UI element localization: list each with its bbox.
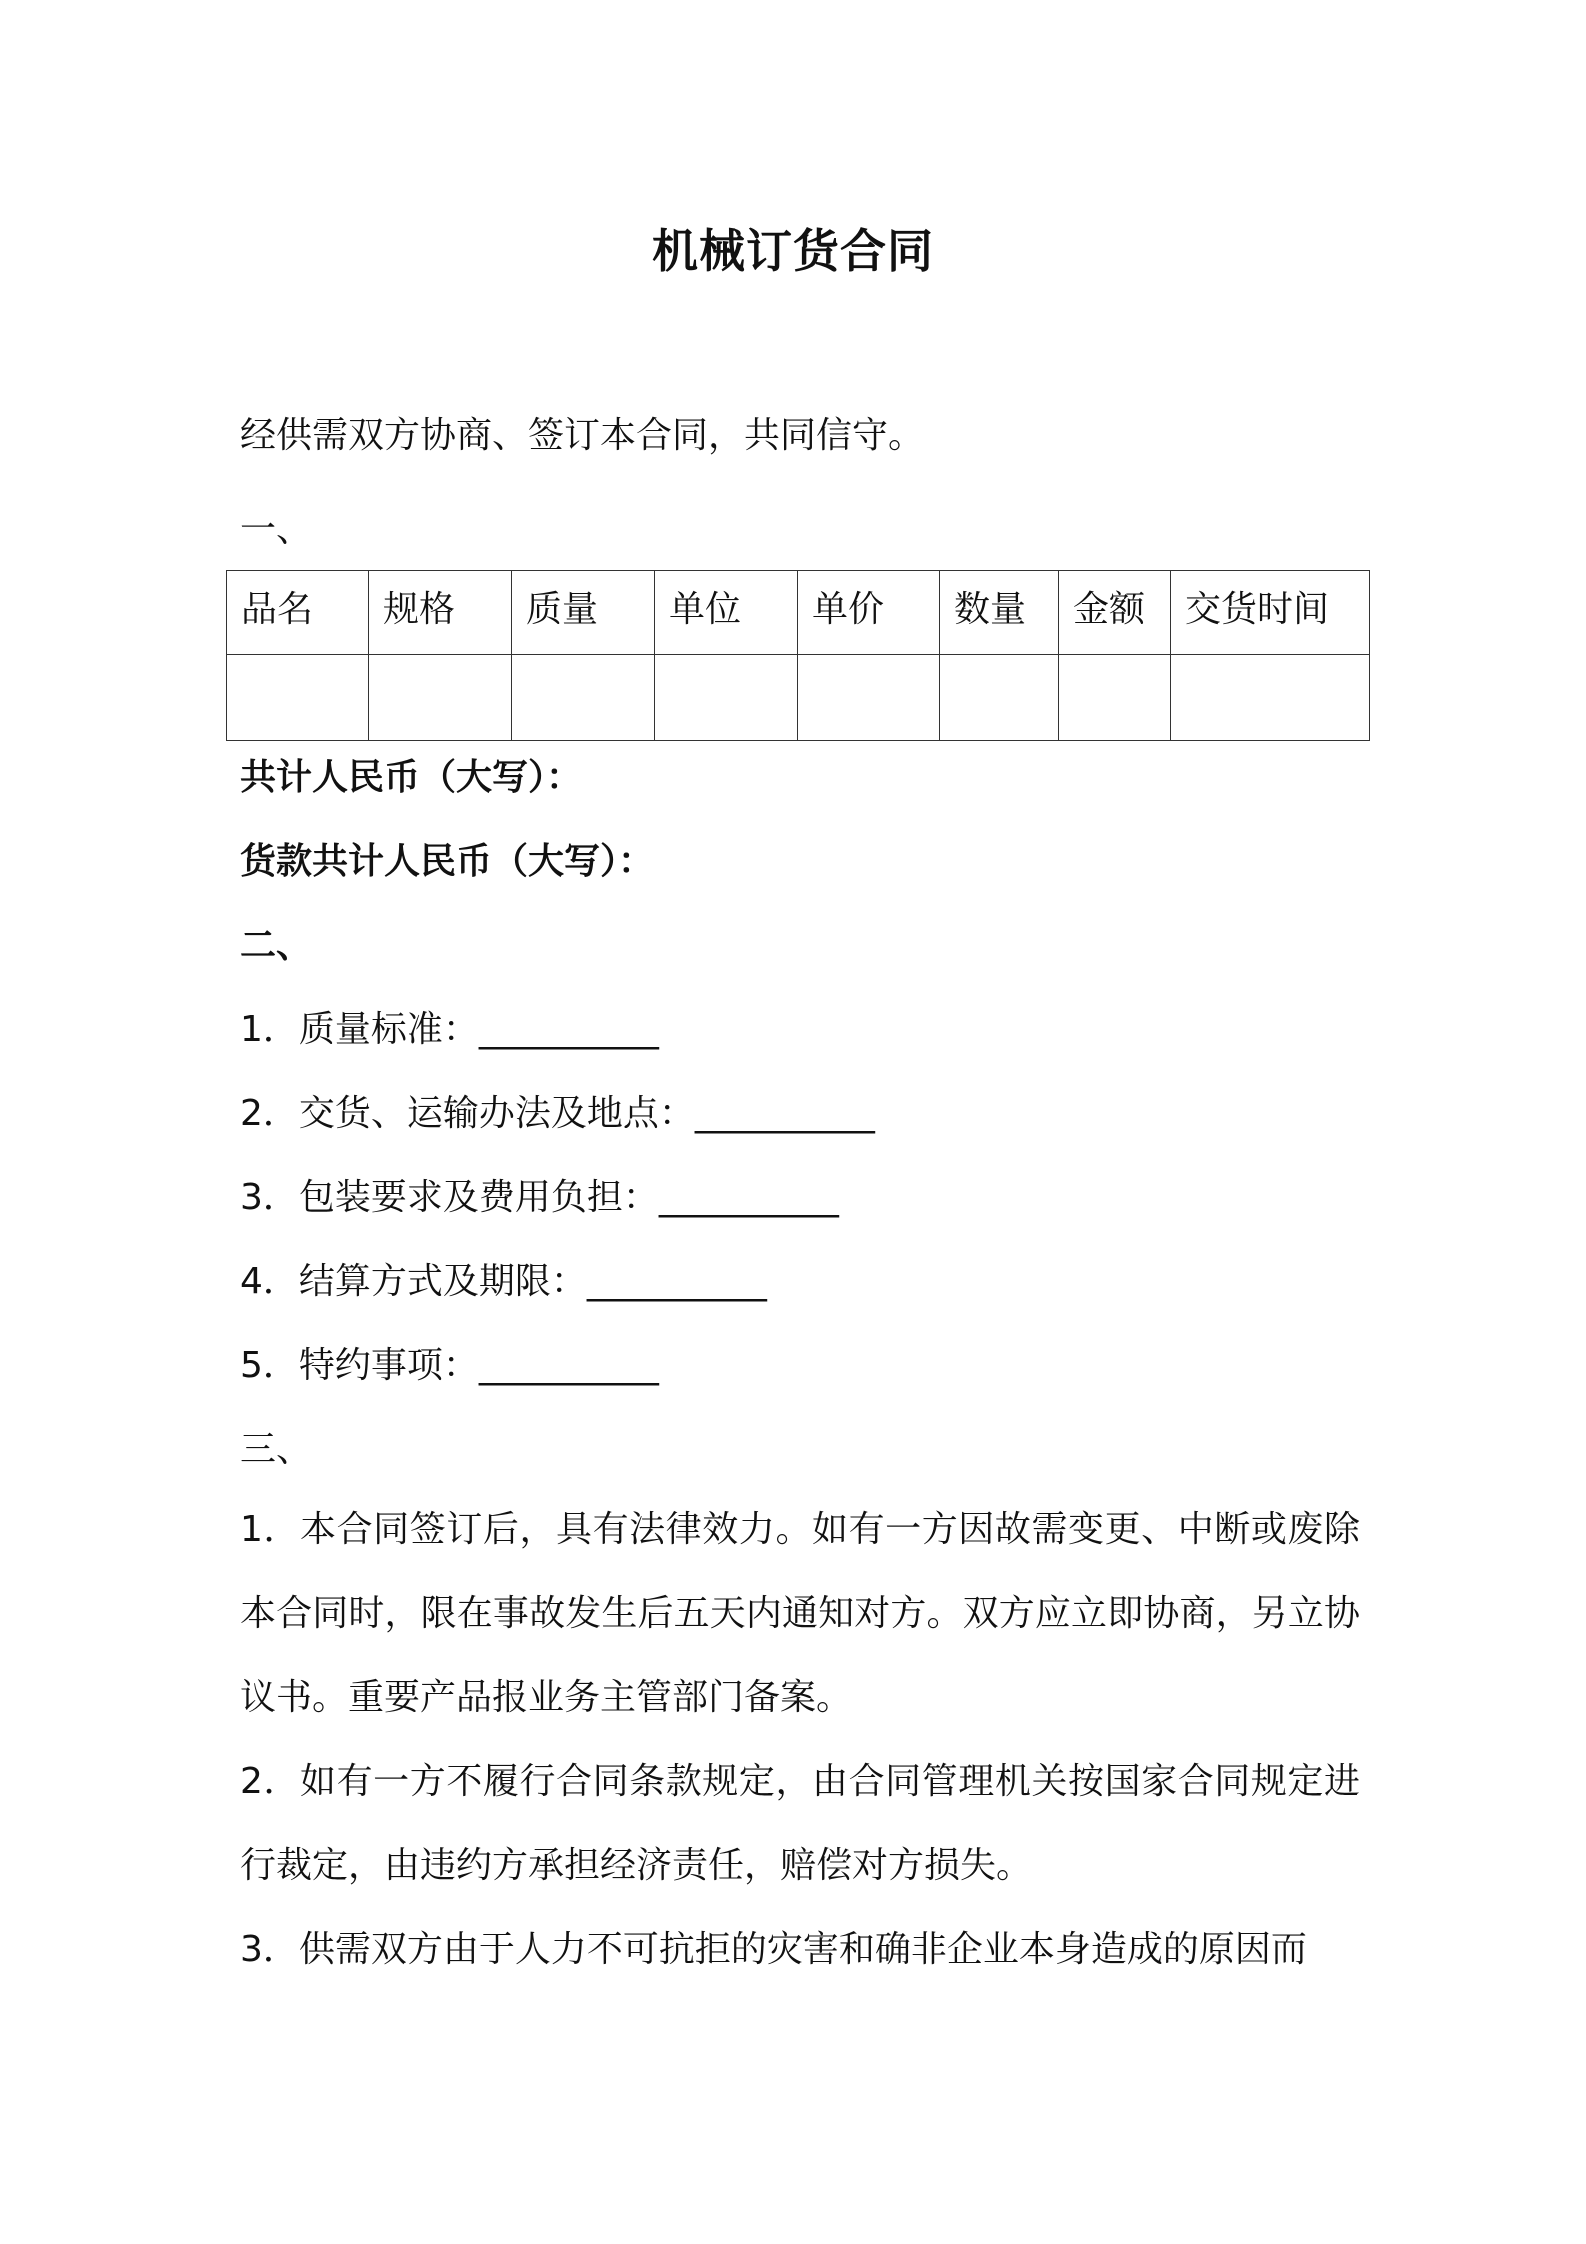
section-2-heading: 二、 — [240, 925, 313, 966]
table-cell[interactable] — [655, 655, 798, 741]
section-1-heading: 一、 — [240, 509, 313, 550]
table-cell[interactable] — [798, 655, 940, 741]
table-cell[interactable] — [1059, 655, 1171, 741]
section-3-clause: 1．本合同签订后，具有法律效力。如有一方因故需变更、中断或废除本合同时，限在事故发生后五天内通知对方。双方应立即协商，另立协议书。重要产品报业务主管部门备案。 — [240, 1509, 1360, 1718]
table-header-row — [227, 571, 1370, 655]
intro-text: 经供需双方协商、签订本合同，共同信守。 — [240, 415, 925, 456]
payment-total-line: 货款共计人民币（大写）： — [240, 841, 655, 882]
section-2-item: 1．质量标准：__________ — [240, 1009, 659, 1050]
header-cell-name: 品名 — [227, 571, 369, 655]
header-cell-unit: 单位 — [655, 571, 798, 655]
header-cell-spec: 规格 — [369, 571, 512, 655]
total-amount-line: 共计人民币（大写）： — [240, 757, 583, 798]
header-cell-quality: 质量 — [512, 571, 655, 655]
table-cell[interactable] — [369, 655, 512, 741]
section-2-item: 3．包装要求及费用负担：__________ — [240, 1177, 839, 1218]
header-cell-quantity: 数量 — [940, 571, 1059, 655]
goods-table — [226, 570, 1370, 741]
header-cell-amount: 金额 — [1059, 571, 1171, 655]
document-title: 机械订货合同 — [652, 224, 934, 278]
table-cell[interactable] — [940, 655, 1059, 741]
header-cell-unit-price: 单价 — [798, 571, 940, 655]
table-cell[interactable] — [1171, 655, 1370, 741]
section-2-item: 2．交货、运输办法及地点：__________ — [240, 1093, 875, 1134]
section-2-item: 4．结算方式及期限：__________ — [240, 1261, 767, 1302]
section-3-heading: 三、 — [240, 1429, 313, 1470]
table-cell[interactable] — [512, 655, 655, 741]
table-cell[interactable] — [227, 655, 369, 741]
section-2-item: 5．特约事项：__________ — [240, 1345, 659, 1386]
header-cell-delivery-time: 交货时间 — [1171, 571, 1370, 655]
section-3-clause: 3．供需双方由于人力不可抗拒的灾害和确非企业本身造成的原因而 — [240, 1929, 1307, 1970]
section-3-clause: 2．如有一方不履行合同条款规定，由合同管理机关按国家合同规定进行裁定，由违约方承担经济责任，赔偿对方损失。 — [240, 1761, 1360, 1886]
table-row — [227, 655, 1370, 741]
